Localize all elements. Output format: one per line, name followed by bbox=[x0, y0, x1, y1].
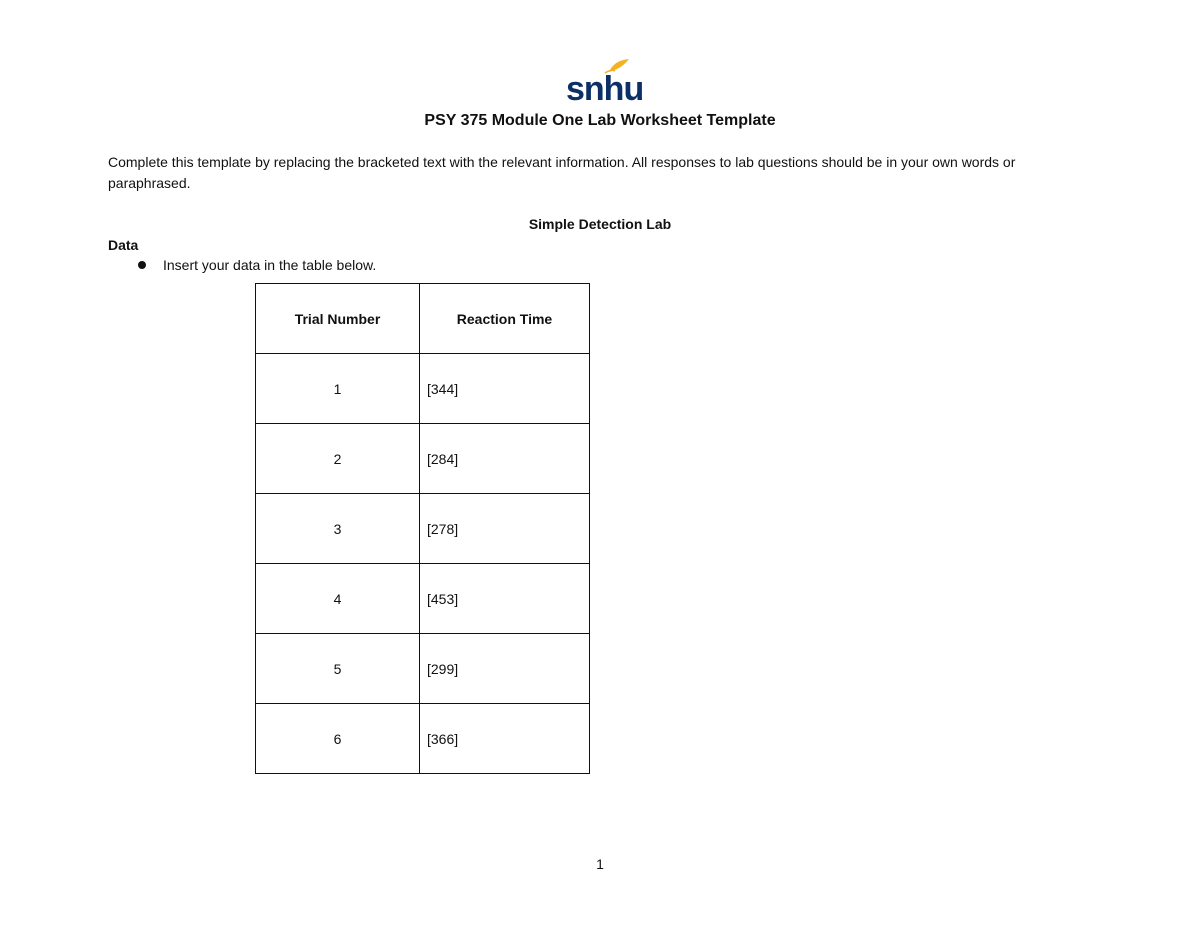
trial-number-cell: 2 bbox=[256, 424, 420, 494]
section-title: Simple Detection Lab bbox=[528, 216, 672, 232]
table-row bbox=[256, 634, 590, 704]
logo-text: snhu bbox=[566, 70, 644, 108]
reaction-time-cell[interactable]: [278] bbox=[420, 494, 590, 564]
reaction-time-cell[interactable]: [366] bbox=[420, 704, 590, 774]
reaction-time-cell[interactable]: [453] bbox=[420, 564, 590, 634]
reaction-time-cell[interactable]: [344] bbox=[420, 354, 590, 424]
snhu-logo bbox=[565, 58, 644, 108]
reaction-time-cell[interactable]: [299] bbox=[420, 634, 590, 704]
table-header-row bbox=[256, 284, 590, 354]
trial-number-cell: 6 bbox=[256, 704, 420, 774]
page-title: PSY 375 Module One Lab Worksheet Template bbox=[424, 112, 776, 129]
bullet-item bbox=[138, 255, 376, 275]
table-row bbox=[256, 354, 590, 424]
table-row bbox=[256, 424, 590, 494]
trial-number-cell: 3 bbox=[256, 494, 420, 564]
bullet-text: Insert your data in the table below. bbox=[163, 257, 377, 273]
instructions-text: Complete this template by replacing the bracketed text with the relevant information. All responses to lab questions should be in your own words or paraphrased. bbox=[108, 154, 1016, 191]
snhu-logo-icon bbox=[565, 58, 644, 108]
trial-number-cell: 5 bbox=[256, 634, 420, 704]
table-row bbox=[256, 494, 590, 564]
data-heading: Data bbox=[108, 237, 139, 253]
page-number: 1 bbox=[596, 856, 604, 872]
table-row bbox=[256, 564, 590, 634]
trial-number-cell: 4 bbox=[256, 564, 420, 634]
reaction-time-table bbox=[255, 283, 590, 774]
trial-number-cell: 1 bbox=[256, 354, 420, 424]
table-row bbox=[256, 704, 590, 774]
header-trial-number: Trial Number bbox=[256, 284, 420, 354]
header-reaction-time: Reaction Time bbox=[420, 284, 590, 354]
reaction-time-cell[interactable]: [284] bbox=[420, 424, 590, 494]
bullet-dot-icon bbox=[138, 261, 146, 269]
